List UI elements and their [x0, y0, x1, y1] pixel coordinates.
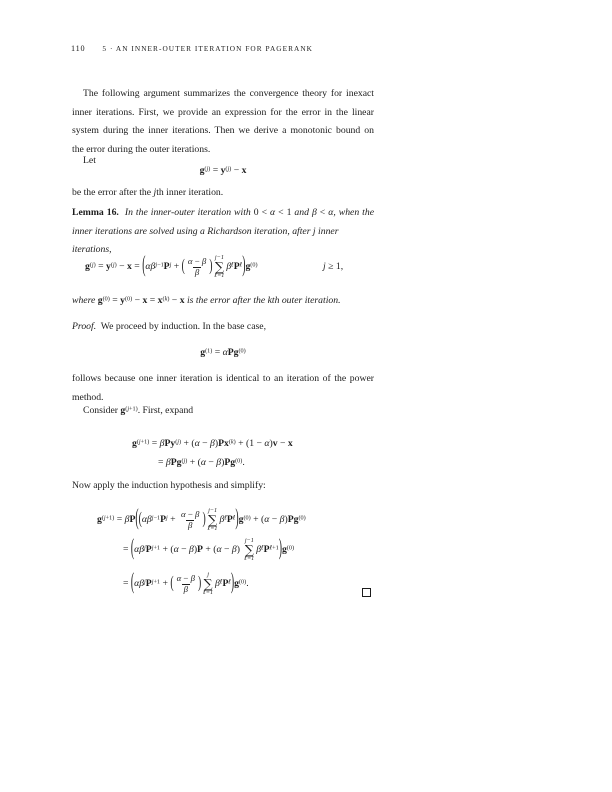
- intro-line-1: The following argument summarizes the convergence theory for inexact: [83, 88, 374, 99]
- equation-lemma-condition: j ≥ 1,: [323, 261, 344, 273]
- be-error-line: be the error after the jth inner iteration.: [72, 187, 224, 198]
- follows-line-2: method.: [72, 391, 104, 403]
- page-number: 110: [71, 44, 86, 53]
- equation-simplify-line-2: = ($\alpha\beta^jP^{j+1} + (\alpha - \beta)P + (\alpha - \beta)$ j−1 ∑ ℓ=1 $\beta^\ell P^{\ell+1})g^{(0)}$: [123, 535, 295, 562]
- intro-line-4: the error during the outer iterations.: [72, 143, 211, 155]
- proof-line: Proof. We proceed by induction. In the base case,: [72, 321, 266, 332]
- equation-expand-line-1: $g^{(j+1)} = \beta Py^{(j)} + (\alpha - \beta)Px^{(k)} + (1 - \alpha)v - x$: [132, 438, 293, 449]
- lemma-line-1: Lemma 16. In the inner-outer iteration with 0 < α < 1 and β < α, when the: [72, 207, 375, 218]
- equation-lemma: [72, 250, 374, 284]
- equation-error-definition: $g^{(j)} = y^{(j)} - x$: [199, 165, 247, 176]
- follows-line-1: follows because one inner iteration is identical to an iteration of the power: [72, 373, 374, 384]
- now-apply-line: Now apply the induction hypothesis and simplify:: [72, 480, 266, 491]
- equation-simplify-line-1: $g^{(j+1)} = \beta P((\alpha\beta^{j-1}P^j$ + $\frac{\alpha - \beta}{\beta}$ ) j−1 ∑ ℓ=1 $\beta^\ell P^\ell)g^{(0)} + (\alpha - \beta)Pg^{(0)}$: [97, 505, 306, 532]
- equation-simplify-line-3: = ($\alpha\beta^jP^{j+1}$ + ( $\frac{\alpha - \beta}{\beta}$ ) j ∑ ℓ=1 $\beta^\ell P^\ell)g^{(0)}$.: [123, 569, 249, 596]
- equation-lemma-body: $g^{(j)} = y^{(j)} - x = (\alpha\beta^{j-1}P^j$ + ( $\frac{\alpha - \beta}{\beta}$ ) j−1 ∑ ℓ=1 $\beta^\ell P^\ell)g^{(0)}$: [85, 252, 258, 279]
- lemma-line-2: inner iterations are solved using a Richardson iteration, after j inner iterations,: [72, 225, 339, 256]
- equation-base-case: $g^{(1)} = \alpha Pg^{(0)}$: [200, 347, 246, 358]
- equation-expand-line-2: = $\beta Pg^{(j)} + (\alpha - \beta)Pg^{(0)}$.: [158, 457, 245, 468]
- running-head: 5 · AN INNER-OUTER ITERATION FOR PAGERANK: [102, 44, 313, 53]
- qed-box-icon: [362, 588, 371, 597]
- intro-line-3: system during the inner iterations. Then we derive a monotonic bound on: [72, 125, 374, 136]
- let-line: Let: [83, 155, 96, 166]
- page-header: [71, 43, 541, 54]
- consider-line: Consider $g^{(j+1)}$. First, expand: [83, 405, 194, 416]
- intro-line-2: inner iterations. First, we provide an expression for the error in the linear: [72, 106, 374, 118]
- where-line: where $g^{(0)} = y^{(0)} - x = x^{(k)} - x$ is the error after the kth outer iteration.: [72, 295, 341, 306]
